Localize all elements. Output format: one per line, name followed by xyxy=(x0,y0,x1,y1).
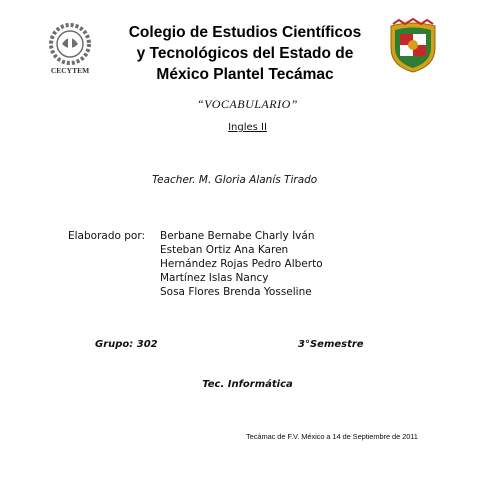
program-label: Tec. Informática xyxy=(202,379,293,390)
school-name-line-3: México Plantel Tecámac xyxy=(156,66,334,83)
prepared-by-label: Elaborado por: xyxy=(68,230,146,242)
place-date-footer: Tecámac de F.V. México a 14 de Septiembre de 2011 xyxy=(246,432,418,441)
subject-name: Ingles II xyxy=(228,122,267,133)
group-label: Grupo: 302 xyxy=(95,339,158,350)
document-title: “VOCABULARIO” xyxy=(197,97,298,111)
teacher-name: Teacher. M. Gloria Alanís Tirado xyxy=(152,174,318,186)
team-member: Sosa Flores Brenda Yosseline xyxy=(160,286,312,298)
team-member: Berbane Bernabe Charly Iván xyxy=(160,230,315,242)
coat-of-arms-icon xyxy=(385,18,441,74)
cecytem-emblem-icon xyxy=(40,22,100,68)
team-member: Hernández Rojas Pedro Alberto xyxy=(160,258,323,270)
school-name-line-2: y Tecnológicos del Estado de xyxy=(136,45,354,62)
school-name-line-1: Colegio de Estudios Científicos xyxy=(128,24,362,41)
team-member: Esteban Ortiz Ana Karen xyxy=(160,244,289,256)
team-member: Martínez Islas Nancy xyxy=(160,272,269,284)
cecytem-logo xyxy=(40,22,100,80)
semester-label: 3°Semestre xyxy=(298,339,364,350)
cecytem-caption: CECYTEM xyxy=(50,66,90,75)
state-coat-of-arms xyxy=(385,18,441,74)
school-name xyxy=(100,22,390,85)
